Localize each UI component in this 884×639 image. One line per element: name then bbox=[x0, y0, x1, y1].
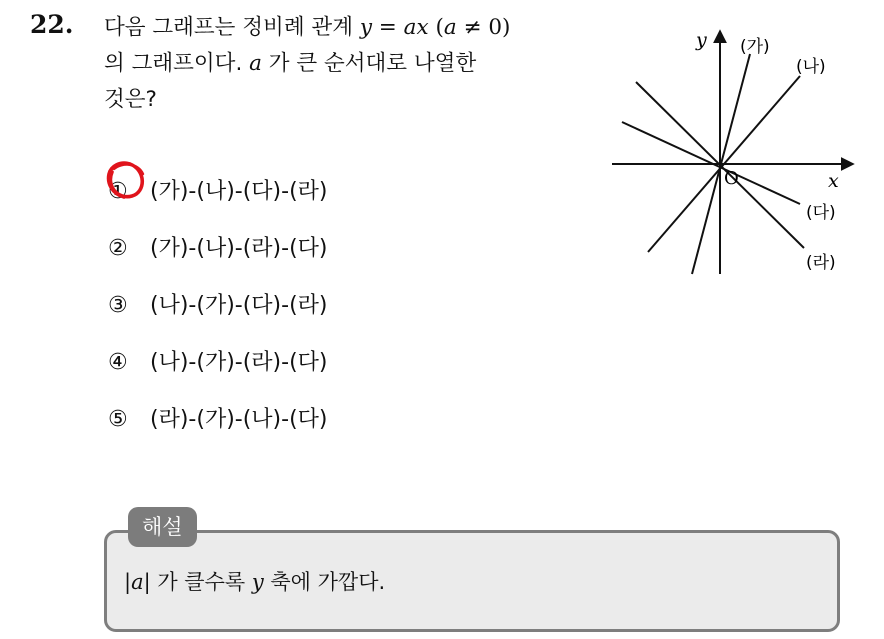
selected-circle-mark-icon bbox=[102, 156, 150, 204]
choice-3-number: ③ bbox=[108, 292, 128, 318]
solution-tag: 해설 bbox=[128, 507, 197, 547]
line-ga-label: (가) bbox=[740, 37, 770, 57]
choice-5-text: (라)-(가)-(나)-(다) bbox=[150, 406, 328, 432]
origin-label: O bbox=[724, 168, 739, 189]
y-axis-label: y bbox=[696, 29, 707, 51]
solution-y: y bbox=[251, 570, 264, 594]
choice-5[interactable] bbox=[108, 391, 328, 448]
line-da-label: (다) bbox=[806, 203, 836, 223]
solution-part-2: 축에 가깝다. bbox=[263, 570, 386, 594]
choice-1[interactable] bbox=[108, 163, 328, 220]
formula-a-2: a bbox=[249, 51, 262, 76]
question-number: 22. bbox=[30, 10, 74, 39]
choice-1-text: (가)-(나)-(다)-(라) bbox=[150, 178, 328, 204]
choice-4[interactable] bbox=[108, 334, 328, 391]
choice-1-number: ① bbox=[108, 178, 128, 204]
choice-2[interactable] bbox=[108, 220, 328, 277]
formula-y: y bbox=[359, 15, 372, 40]
formula-equals: = bbox=[371, 15, 404, 40]
solution-part-1: 가 클수록 bbox=[150, 570, 252, 594]
proportion-graph bbox=[600, 22, 860, 282]
question-line-2-suffix: 가 큰 순서대로 나열한 bbox=[261, 51, 477, 76]
solution-text bbox=[124, 562, 385, 602]
question-line-1 bbox=[104, 10, 584, 46]
question-line-1-text: 다음 그래프는 정비례 관계 bbox=[104, 15, 360, 40]
solution-abs-a: |a| bbox=[124, 570, 151, 594]
choice-2-text: (가)-(나)-(라)-(다) bbox=[150, 235, 328, 261]
formula-a: a bbox=[443, 15, 457, 40]
answer-choices bbox=[108, 163, 328, 448]
x-axis-label: x bbox=[828, 170, 839, 192]
formula-paren-open: ( bbox=[428, 15, 444, 40]
question-line-2-prefix: 의 그래프이다. bbox=[104, 51, 250, 76]
question-text bbox=[104, 10, 584, 118]
choice-3-text: (나)-(가)-(다)-(라) bbox=[150, 292, 328, 318]
line-na-label: (나) bbox=[796, 57, 826, 77]
choice-2-number: ② bbox=[108, 235, 128, 261]
choice-4-text: (나)-(가)-(라)-(다) bbox=[150, 349, 328, 375]
choice-5-number: ⑤ bbox=[108, 406, 128, 432]
question-line-3: 것은? bbox=[104, 87, 157, 112]
choice-4-number: ④ bbox=[108, 349, 128, 375]
formula-ax: ax bbox=[403, 15, 429, 40]
line-ra-label: (라) bbox=[806, 253, 836, 273]
choice-3[interactable] bbox=[108, 277, 328, 334]
question-line-2 bbox=[104, 46, 584, 82]
formula-not-equal-zero: ≠ 0) bbox=[456, 15, 511, 40]
